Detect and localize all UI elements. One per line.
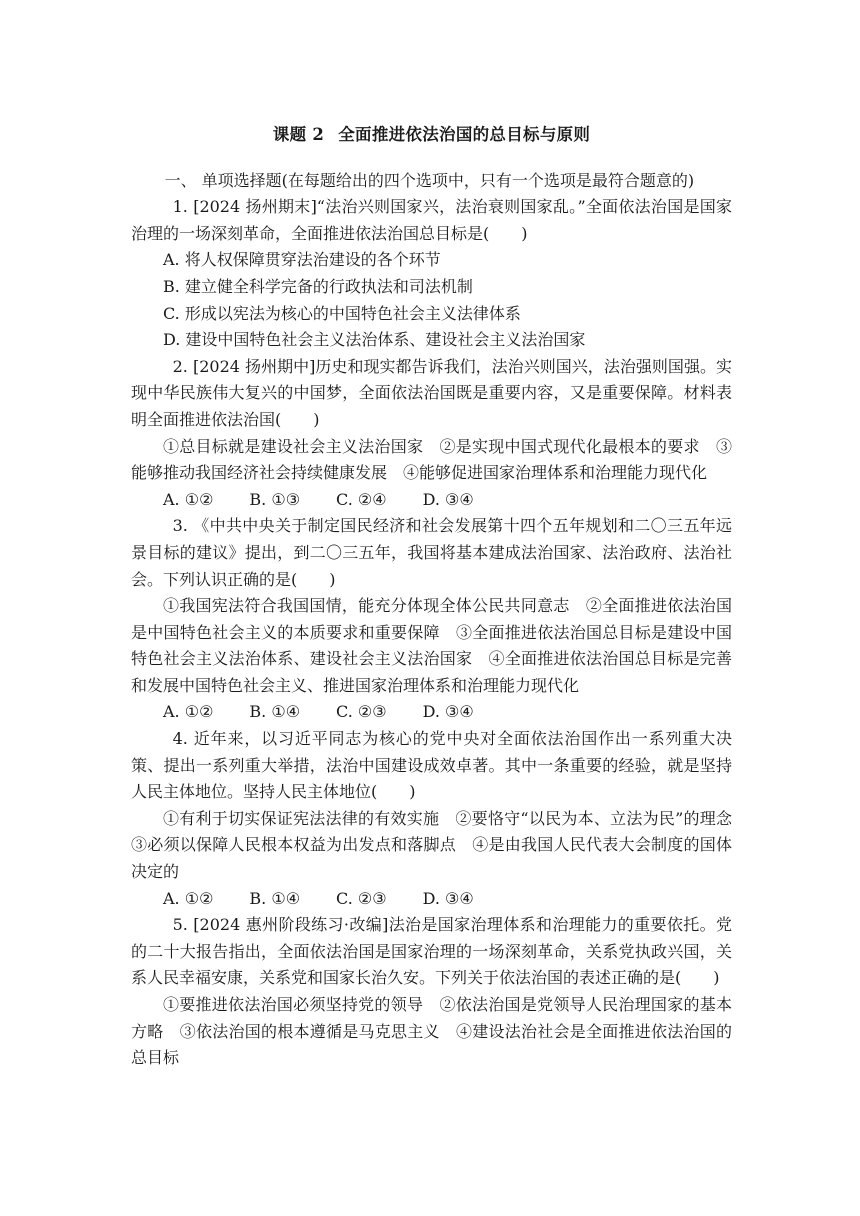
question-2 bbox=[131, 354, 732, 514]
lesson-number: 课题 2 bbox=[272, 125, 325, 144]
answer-choices bbox=[131, 886, 732, 913]
section-heading: 一、 单项选择题(在每题给出的四个选项中，只有一个选项是最符合题意的) bbox=[164, 170, 695, 190]
question-4 bbox=[131, 726, 749, 912]
question-stem: 3. 《中共中央关于制定国民经济和社会发展第十四个五年规划和二〇三五年远景目标的建议》提出，到二〇三五年，我国将基本建成法治国家、法治政府、法治社会。下列认识正确的是( ) bbox=[131, 516, 732, 589]
choice-c: C. ②③ bbox=[336, 888, 387, 908]
question-stem: 4. 近年来，以习近平同志为核心的党中央对全面依法治国作出一系列重大决策、提出一系列重大举措，法治中国建设成效卓著。其中一条重要的经验，就是坚持人民主体地位。坚持人民主体地位( ) bbox=[131, 729, 732, 802]
question-stem: 5. [2024 惠州阶段练习·改编]法治是国家治理体系和治理能力的重要依托。党的二十大报告指出，全面依法治国是国家治理的一场深刻革命，关系党执政兴国，关系人民幸福安康，关系党和国家长治久安。下列关于依法治国的表述正确的是( ) bbox=[131, 915, 732, 988]
choice-b: B. ①④ bbox=[249, 702, 301, 722]
choice-d: D. ③④ bbox=[422, 489, 474, 509]
option-c: C. 形成以宪法为核心的中国特色社会主义法律体系 bbox=[163, 303, 521, 323]
option-d: D. 建设中国特色社会主义法治体系、建设社会主义法治国家 bbox=[163, 330, 586, 350]
lesson-title: 全面推进依法治国的总目标与原则 bbox=[338, 125, 591, 144]
question-5 bbox=[131, 912, 732, 1072]
question-statements: ①我国宪法符合我国国情，能充分体现全体公民共同意志 ②全面推进依法治国是中国特色社会主义的本质要求和重要保障 ③全面推进依法治国总目标是建设中国特色社会主义法治体系、建设社会主义法治国家 ④全面推进依法治国总目标是完善和发展中国特色社会主义、推进国家治理体系和治理能力现代化 bbox=[131, 596, 732, 695]
choice-c: C. ②④ bbox=[336, 489, 387, 509]
answer-choices bbox=[131, 699, 732, 726]
choice-a: A. ①② bbox=[163, 489, 214, 509]
question-statements: ①要推进依法治国必须坚持党的领导 ②依法治国是党领导人民治理国家的基本方略 ③依法治国的根本遵循是马克思主义 ④建设法治社会是全面推进依法治国的总目标 bbox=[131, 995, 732, 1068]
question-stem: 1. [2024 扬州期末]“法治兴则国家兴，法治衰则国家乱。”全面依法治国是国家治理的一场深刻革命，全面推进依法治国总目标是( ) bbox=[131, 197, 732, 243]
option-b: B. 建立健全科学完备的行政执法和司法机制 bbox=[163, 276, 473, 296]
question-statements: ①总目标就是建设社会主义法治国家 ②是实现中国式现代化最根本的要求 ③能够推动我国经济社会持续健康发展 ④能够促进国家治理体系和治理能力现代化 bbox=[131, 436, 732, 483]
choice-b: B. ①④ bbox=[249, 888, 301, 908]
question-1 bbox=[131, 194, 732, 354]
choice-a: A. ①② bbox=[163, 702, 214, 722]
choice-b: B. ①③ bbox=[249, 489, 301, 509]
choice-d: D. ③④ bbox=[422, 888, 474, 908]
choice-d: D. ③④ bbox=[422, 702, 474, 722]
choice-c: C. ②③ bbox=[336, 702, 387, 722]
question-stem: 2. [2024 扬州期中]历史和现实都告诉我们，法治兴则国兴，法治强则国强。实现中华民族伟大复兴的中国梦，全面依法治国既是重要内容，又是重要保障。材料表明全面推进依法治国( ) bbox=[131, 356, 732, 429]
answer-choices bbox=[131, 487, 732, 514]
choice-a: A. ①② bbox=[163, 888, 214, 908]
question-3 bbox=[131, 513, 732, 726]
option-a: A. 将人权保障贯穿法治建设的各个环节 bbox=[163, 250, 441, 270]
page-title bbox=[131, 122, 732, 149]
question-statements: ①有利于切实保证宪法法律的有效实施 ②要恪守“以民为本、立法为民”的理念 ③必须以保障人民根本权益为出发点和落脚点 ④是由我国人民代表大会制度的国体决定的 bbox=[131, 808, 749, 882]
